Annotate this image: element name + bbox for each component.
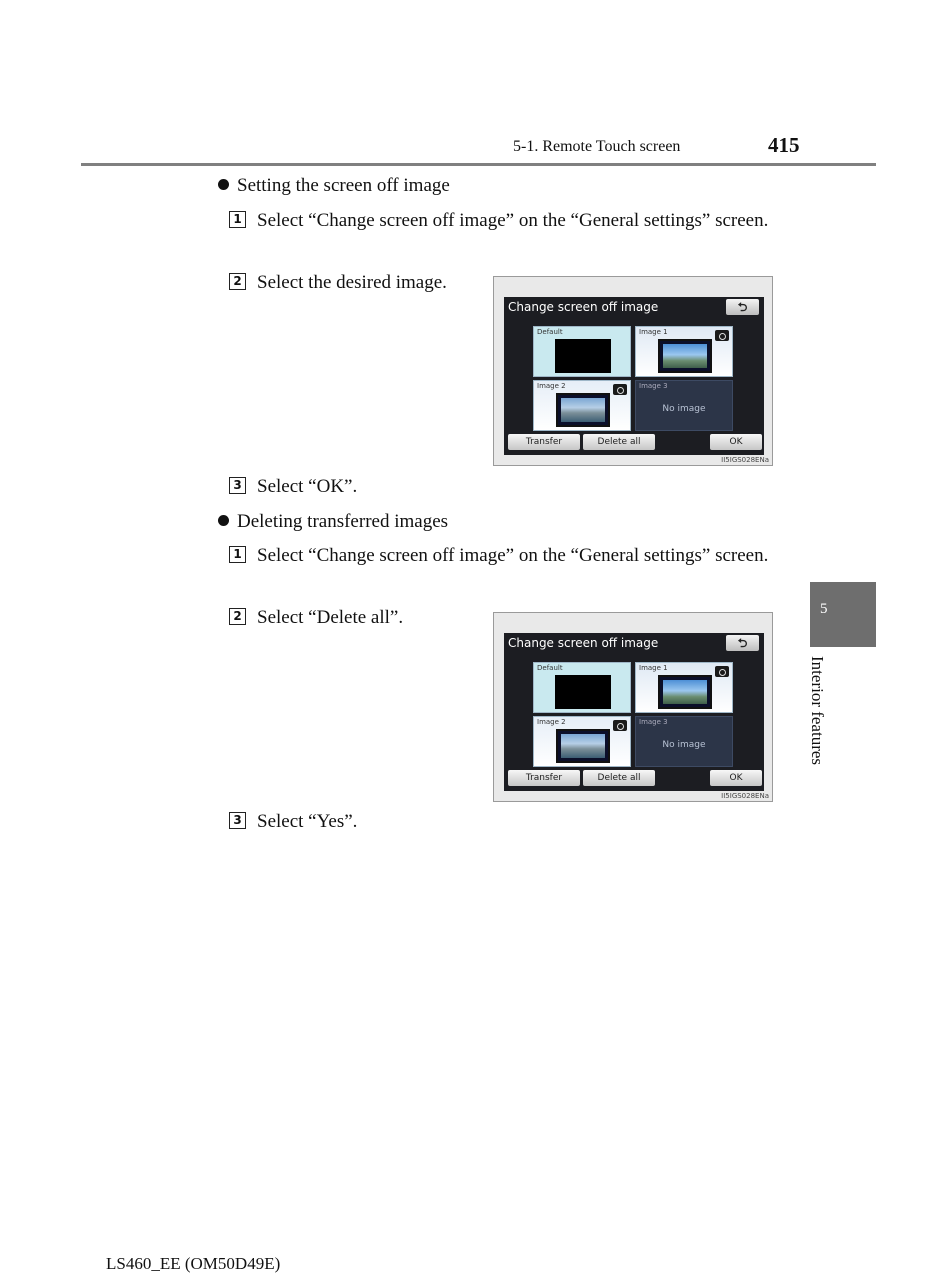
footer-model-code: LS460_EE (OM50D49E) <box>106 1254 281 1273</box>
screenshot-figure <box>493 276 773 466</box>
display-screen <box>504 633 764 791</box>
step-number: 1 <box>229 211 246 228</box>
thumbnail-photo <box>556 729 610 763</box>
tile-label: Image 1 <box>639 664 668 672</box>
return-arrow-icon: ⮌ <box>737 636 748 650</box>
header-rule <box>81 163 876 166</box>
step-text: Select “Change screen off image” on the “General settings” screen. <box>257 545 769 566</box>
return-arrow-icon: ⮌ <box>737 300 748 314</box>
tile-image-3[interactable] <box>635 380 733 431</box>
step-number: 3 <box>229 812 246 829</box>
transfer-button[interactable]: Transfer <box>508 770 580 786</box>
no-image-text: No image <box>662 740 706 750</box>
tile-image-3[interactable] <box>635 716 733 767</box>
figure-code: II5IGS028ENa <box>721 792 769 800</box>
step-text: Select “Change screen off image” on the “General settings” screen. <box>257 210 769 231</box>
screen-title: Change screen off image <box>508 636 659 650</box>
tile-image-2[interactable] <box>533 716 631 767</box>
camera-icon <box>715 666 729 677</box>
bullet-text: Setting the screen off image <box>237 175 450 196</box>
thumbnail-photo <box>658 675 712 709</box>
thumbnail-photo <box>556 393 610 427</box>
camera-icon <box>613 720 627 731</box>
chapter-label: Interior features <box>808 656 827 766</box>
tile-label: Image 3 <box>639 718 668 726</box>
bullet-heading-setting <box>218 175 450 197</box>
bullet-heading-deleting <box>218 511 448 533</box>
step-number: 1 <box>229 546 246 563</box>
step-text: Select “OK”. <box>257 476 358 497</box>
back-button[interactable] <box>726 299 759 315</box>
tile-image-1[interactable] <box>635 662 733 713</box>
step-text: Select the desired image. <box>257 272 447 293</box>
screenshot-figure <box>493 612 773 802</box>
step-number: 2 <box>229 273 246 290</box>
step-number: 2 <box>229 608 246 625</box>
tile-image-1[interactable] <box>635 326 733 377</box>
camera-icon <box>715 330 729 341</box>
tile-image-2[interactable] <box>533 380 631 431</box>
tile-label: Image 2 <box>537 718 566 726</box>
thumbnail-black <box>555 675 611 709</box>
transfer-button[interactable]: Transfer <box>508 434 580 450</box>
chapter-number: 5 <box>820 601 828 617</box>
bullet-text: Deleting transferred images <box>237 511 449 532</box>
screen-title: Change screen off image <box>508 300 659 314</box>
tile-label: Image 2 <box>537 382 566 390</box>
page-number: 415 <box>768 133 800 157</box>
step-text: Select “Delete all”. <box>257 607 404 628</box>
tile-default[interactable] <box>533 662 631 713</box>
delete-all-button[interactable]: Delete all <box>583 770 655 786</box>
ok-button[interactable]: OK <box>710 770 762 786</box>
delete-all-button[interactable]: Delete all <box>583 434 655 450</box>
no-image-text: No image <box>662 404 706 414</box>
bullet-dot-icon <box>218 179 229 190</box>
figure-code: II5IGS028ENa <box>721 456 769 464</box>
tile-default[interactable] <box>533 326 631 377</box>
camera-icon <box>613 384 627 395</box>
step-text: Select “Yes”. <box>257 811 358 832</box>
tile-label: Default <box>537 664 563 672</box>
thumbnail-photo <box>658 339 712 373</box>
tile-label: Image 3 <box>639 382 668 390</box>
tile-label: Image 1 <box>639 328 668 336</box>
step-number: 3 <box>229 477 246 494</box>
tile-label: Default <box>537 328 563 336</box>
display-screen <box>504 297 764 455</box>
header-section-title: 5-1. Remote Touch screen <box>513 138 681 155</box>
ok-button[interactable]: OK <box>710 434 762 450</box>
back-button[interactable] <box>726 635 759 651</box>
thumbnail-black <box>555 339 611 373</box>
bullet-dot-icon <box>218 515 229 526</box>
